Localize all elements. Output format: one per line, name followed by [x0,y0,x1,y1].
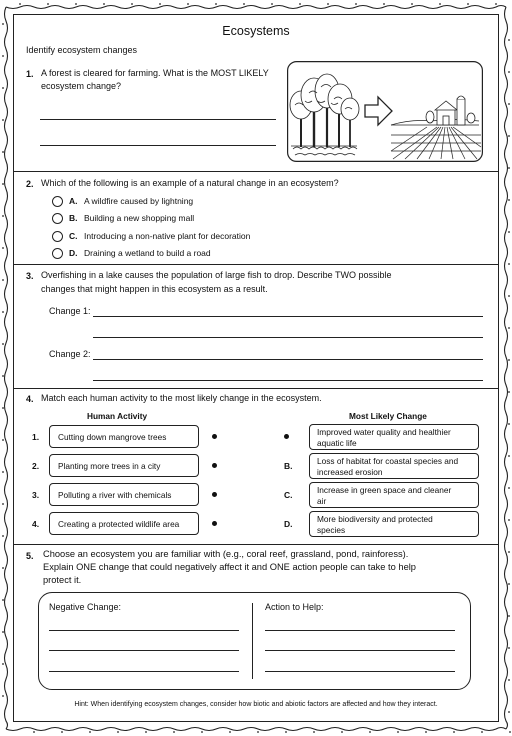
section-divider [13,544,499,545]
q4-change-letter: B. [284,461,293,471]
q4-text: Match each human activity to the most likely change in the ecosystem. [41,393,322,403]
q5-action-line[interactable] [265,671,455,672]
q3-text-line2: changes that might happen in this ecosystem as a result. [41,284,268,294]
q2-option-d-letter: D. [69,248,78,258]
q1-text-line2: ecosystem change? [41,81,122,91]
q4-change-text-line2: aquatic life [317,437,357,448]
q2-option-c-text: Introducing a non-native plant for decoration [84,231,251,241]
q1-answer-line[interactable] [40,119,276,120]
q3-change1-line[interactable] [93,316,483,317]
q5-action-line[interactable] [265,630,455,631]
q4-activity-number: 3. [32,490,40,500]
q4-activity-box [49,483,199,506]
q3-change2-line[interactable] [93,380,483,381]
q4-activity-box [49,425,199,448]
q4-activity-text: Planting more trees in a city [58,461,161,471]
hint-text: Hint: When identifying ecosystem changes, consider how biotic and abiotic factors are affected and how they interact. [74,701,438,708]
q3-number: 3. [26,271,34,281]
q5-text-line1: Choose an ecosystem you are familiar with (e.g., coral reef, grassland, pond, rainforess). [43,549,409,559]
q2-option-c-radio[interactable] [52,231,63,242]
q4-activity-box [49,454,199,477]
q3-change1-label: Change 1: [49,306,91,316]
q4-left-header: Human Activity [87,411,148,421]
q4-change-box [309,453,479,479]
q1-number: 1. [26,69,34,79]
q3-change2-line[interactable] [93,359,483,360]
q2-option-a-text: A wildfire caused by lightning [84,196,194,206]
q1-text-line1: A forest is cleared for farming. What is the MOST LIKELY [41,68,269,78]
q2-number: 2. [26,179,34,189]
q4-match-dot-left[interactable] [212,463,217,468]
q4-number: 4. [26,394,34,404]
q4-activity-text: Polluting a river with chemicals [58,490,172,500]
section-divider [13,388,499,389]
q3-text-line1: Overfishing in a lake causes the population of large fish to drop. Describe TWO possible [41,270,392,280]
forest-to-farm-illustration [287,61,483,162]
q2-option-d-text: Draining a wetland to build a road [84,248,211,258]
q4-activity-number: 4. [32,519,40,529]
q5-action-line[interactable] [265,650,455,651]
q4-match-dot-right[interactable] [284,434,289,439]
q4-match-dot-left[interactable] [212,521,217,526]
q2-option-b-text: Building a new shopping mall [84,213,195,223]
page-title: Ecosystems [222,24,290,38]
q5-negative-change-line[interactable] [49,671,239,672]
q2-text: Which of the following is an example of a natural change in an ecosystem? [41,178,339,188]
q2-option-a-radio[interactable] [52,196,63,207]
q2-option-c-letter: C. [69,231,78,241]
q4-activity-number: 2. [32,461,40,471]
q4-activity-number: 1. [32,432,40,442]
q4-change-text-line1: Loss of habitat for coastal species and [317,456,459,466]
q4-change-box [309,482,479,508]
q4-change-box [309,424,479,450]
q3-change2-label: Change 2: [49,349,91,359]
q4-activity-text: Creating a protected wildlife area [58,519,180,529]
q5-number: 5. [26,551,34,561]
q4-change-text-line1: Increase in green space and cleaner [317,485,452,495]
section-divider [13,264,499,265]
q4-change-text-line1: Improved water quality and healthier [317,427,451,437]
q4-activity-text: Cutting down mangrove trees [58,432,167,442]
q5-negative-change-line[interactable] [49,650,239,651]
q3-change1-line[interactable] [93,337,483,338]
q2-option-b-letter: B. [69,213,78,223]
q5-text-line3: protect it. [43,575,82,585]
q4-right-header: Most Likely Change [349,411,427,421]
q4-change-text-line2: species [317,524,346,535]
q4-match-dot-left[interactable] [212,434,217,439]
q5-text-line2: Explain ONE change that could negatively affect it and ONE action people can take to help [43,562,416,572]
q1-answer-line[interactable] [40,145,276,146]
q4-change-text-line1: More biodiversity and protected [317,514,433,524]
q5-action-label: Action to Help: [265,602,324,612]
q2-option-b-radio[interactable] [52,213,63,224]
q5-negative-change-label: Negative Change: [49,602,122,612]
page-subtitle: Identify ecosystem changes [26,45,138,55]
q4-change-letter: D. [284,519,293,529]
q4-change-text-line2: air [317,495,327,506]
q4-change-letter: C. [284,490,293,500]
q5-negative-change-line[interactable] [49,630,239,631]
q4-match-dot-left[interactable] [212,492,217,497]
q2-option-a-letter: A. [69,196,78,206]
q4-activity-box [49,512,199,535]
q4-change-box [309,511,479,537]
q5-column-divider [252,603,253,679]
q2-option-d-radio[interactable] [52,248,63,259]
section-divider [13,171,499,172]
q4-change-text-line2: increased erosion [317,466,383,477]
